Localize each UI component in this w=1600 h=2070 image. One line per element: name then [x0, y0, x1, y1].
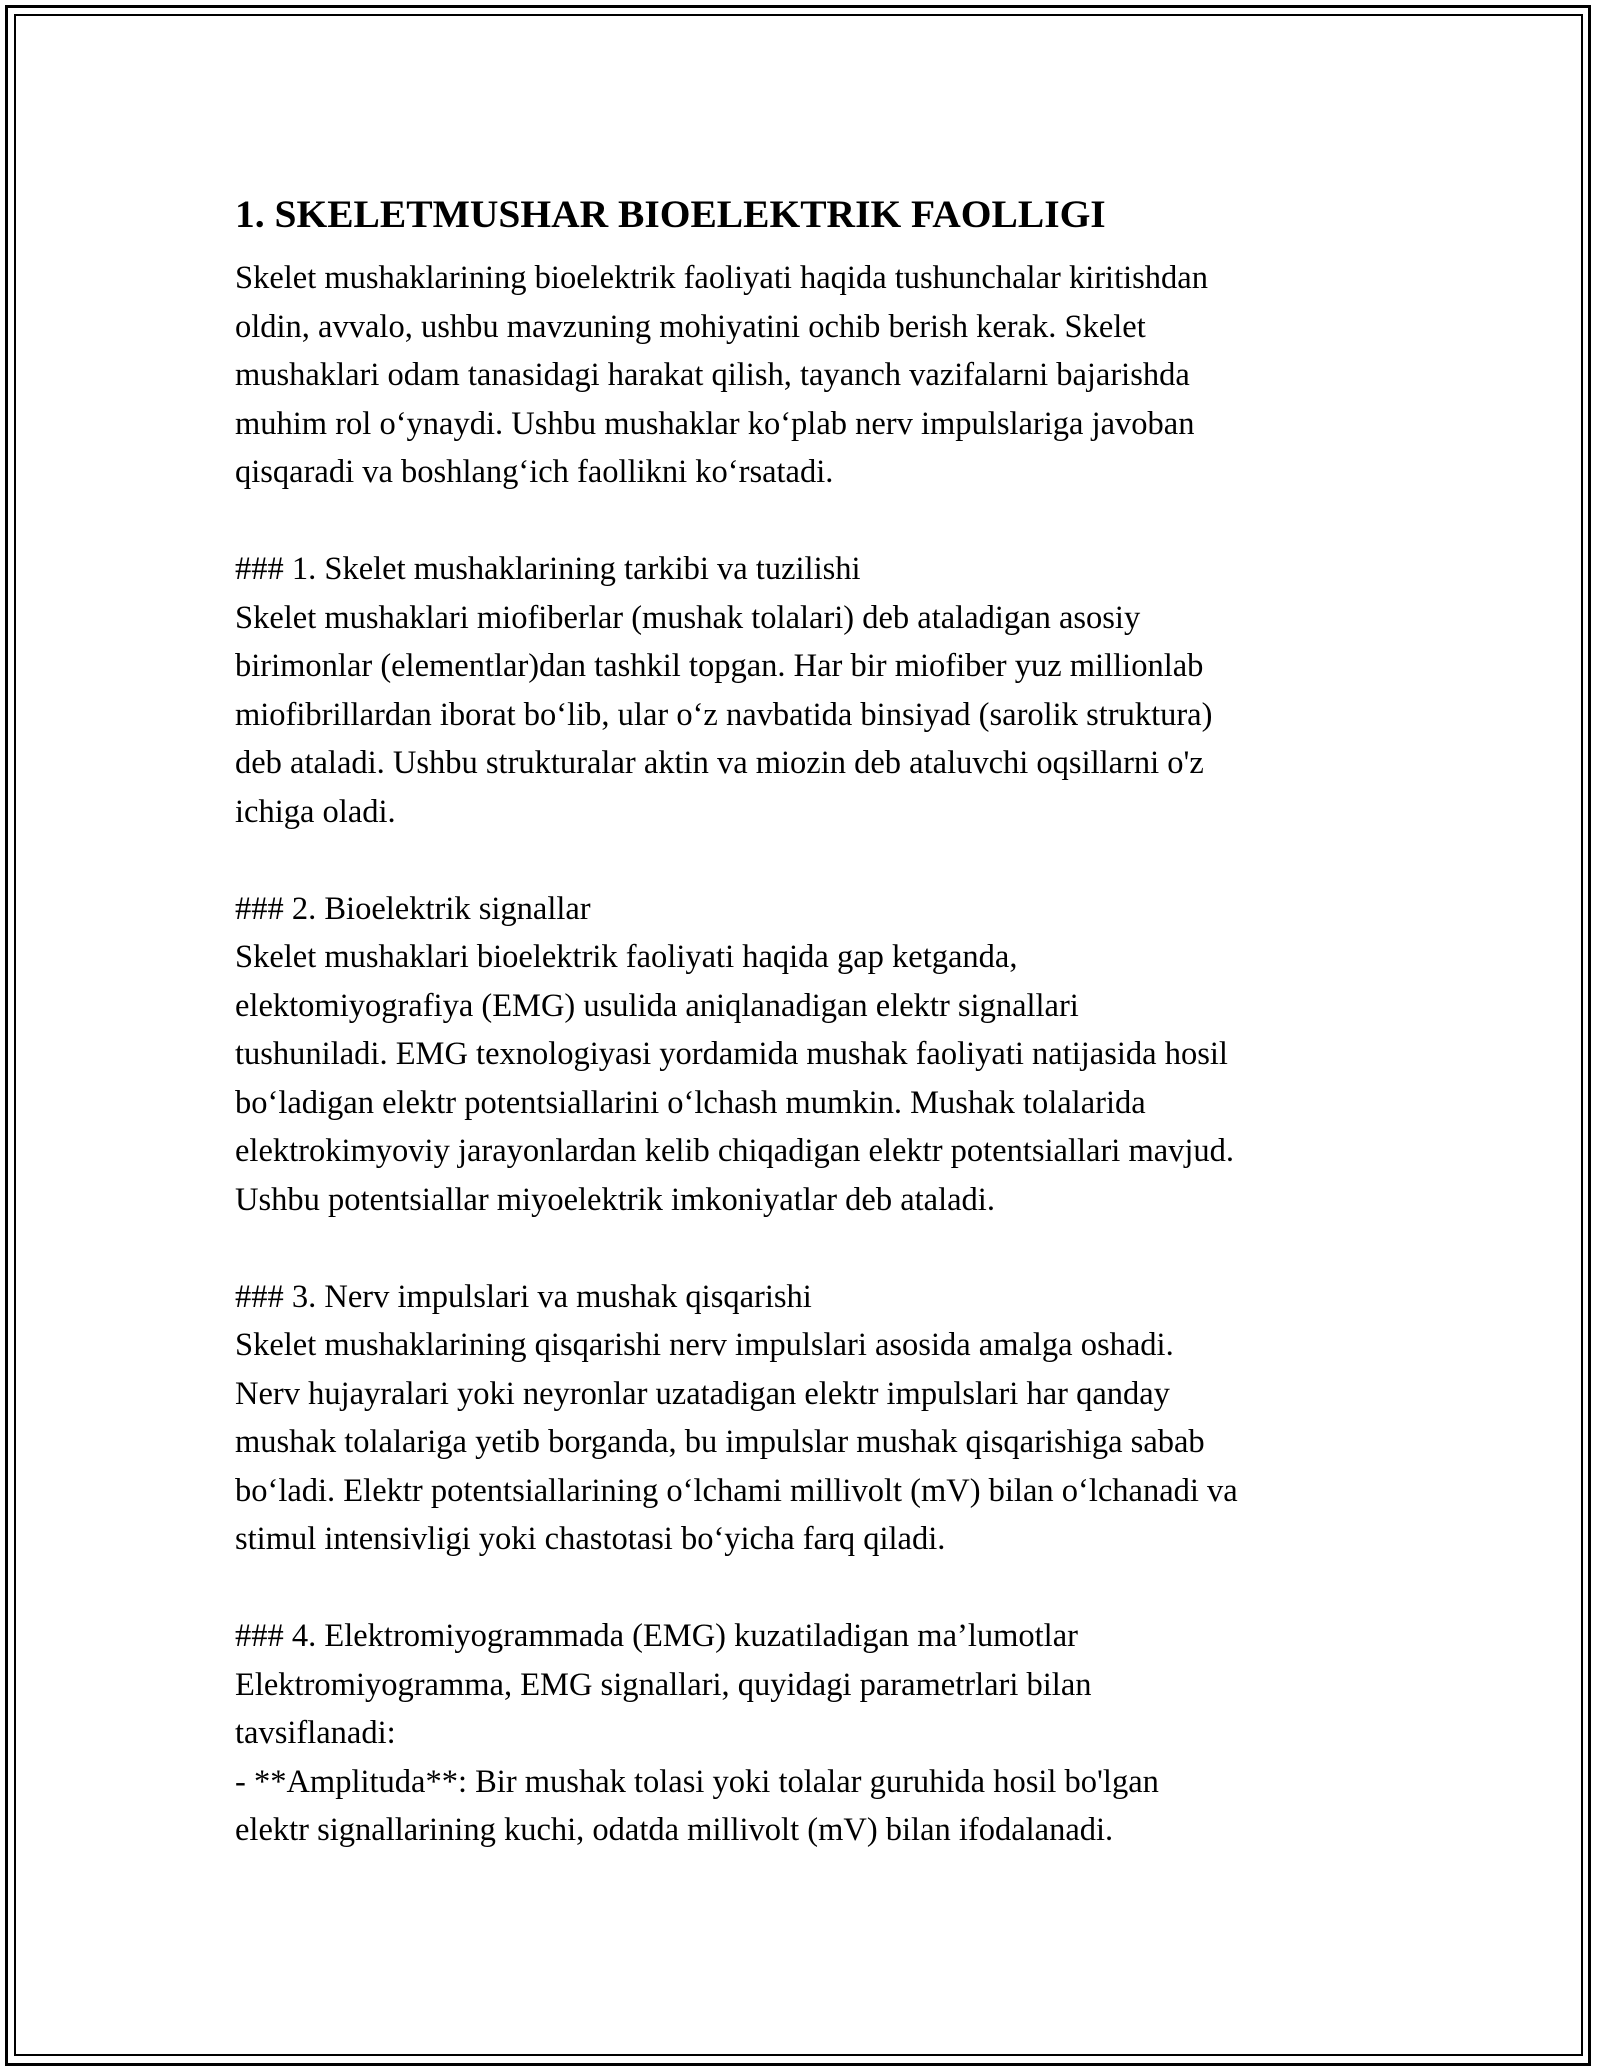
section-line: Skelet mushaklari miofiberlar (mushak tolalari) deb ataladigan asosiy [235, 599, 1141, 636]
section-line: Ushbu potentsiallar miyoelektrik imkoniyatlar deb ataladi. [235, 1181, 995, 1218]
document-body [235, 184, 1385, 1855]
section-heading: ### 2. Bioelektrik signallar [235, 890, 591, 927]
page-title: 1. SKELETMUSHAR BIOELEKTRIK FAOLLIGI [235, 192, 1106, 236]
intro-line: mushaklari odam tanasidagi harakat qilish, tayanch vazifalarni bajarishda [235, 357, 1190, 393]
section-1 [235, 545, 1385, 836]
intro-line: Skelet mushaklarining bioelektrik faoliyati haqida tushunchalar kiritishdan [235, 260, 1208, 296]
intro-paragraph [235, 254, 1385, 497]
section-heading: ### 1. Skelet mushaklarining tarkibi va tuzilishi [235, 551, 861, 587]
intro-line: muhim rol o‘ynaydi. Ushbu mushaklar ko‘plab nerv impulslariga javoban [235, 405, 1195, 442]
paragraph-gap [235, 836, 1385, 885]
section-line: Nerv hujayralari yoki neyronlar uzatadigan elektr impulslari har qanday [235, 1375, 1170, 1412]
section-line: miofibrillardan iborat bo‘lib, ular o‘z navbatida binsiyad (sarolik struktura) [235, 696, 1213, 733]
section-line: ichiga oladi. [235, 793, 396, 830]
section-3 [235, 1273, 1385, 1564]
section-line: tavsiflanadi: [235, 1715, 396, 1751]
section-line: bo‘ladigan elektr potentsiallarini o‘lchash mumkin. Mushak tolalarida [235, 1084, 1146, 1121]
paragraph-gap [235, 1564, 1385, 1613]
section-heading: ### 3. Nerv impulslari va mushak qisqarishi [235, 1278, 812, 1315]
section-line: tushuniladi. EMG texnologiyasi yordamida mushak faoliyati natijasida hosil [235, 1036, 1228, 1072]
section-line: Skelet mushaklari bioelektrik faoliyati haqida gap ketganda, [235, 939, 1018, 975]
section-line: mushak tolalariga yetib borganda, bu impulslar mushak qisqarishiga sabab [235, 1424, 1205, 1460]
section-heading: ### 4. Elektromiyogrammada (EMG) kuzatiladigan ma’lumotlar [235, 1618, 1078, 1654]
intro-line: oldin, avvalo, ushbu mavzuning mohiyatini ochib berish kerak. Skelet [235, 308, 1146, 345]
section-line: elektr signallarining kuchi, odatda millivolt (mV) bilan ifodalanadi. [235, 1812, 1114, 1848]
paragraph-gap [235, 497, 1385, 546]
paragraph-gap [235, 1224, 1385, 1273]
section-line: birimonlar (elementlar)dan tashkil topgan. Har bir miofiber yuz millionlab [235, 648, 1204, 684]
intro-line: qisqaradi va boshlang‘ich faollikni ko‘rsatadi. [235, 454, 834, 490]
section-line: deb ataladi. Ushbu strukturalar aktin va miozin deb ataluvchi oqsillarni o'z [235, 745, 1204, 781]
section-line: elektomiyografiya (EMG) usulida aniqlanadigan elektr signallari [235, 987, 1079, 1024]
section-2 [235, 885, 1385, 1225]
section-line: bo‘ladi. Elektr potentsiallarining o‘lchami millivolt (mV) bilan o‘lchanadi va [235, 1472, 1238, 1509]
section-line: elektrokimyoviy jarayonlardan kelib chiqadigan elektr potentsiallari mavjud. [235, 1133, 1235, 1169]
section-line: Elektromiyogramma, EMG signallari, quyidagi parametrlari bilan [235, 1666, 1092, 1703]
section-line: Skelet mushaklarining qisqarishi nerv impulslari asosida amalga oshadi. [235, 1327, 1174, 1363]
section-line: stimul intensivligi yoki chastotasi bo‘yicha farq qiladi. [235, 1521, 946, 1557]
section-line: - **Amplituda**: Bir mushak tolasi yoki tolalar guruhida hosil bo'lgan [235, 1763, 1159, 1800]
section-4 [235, 1612, 1385, 1855]
